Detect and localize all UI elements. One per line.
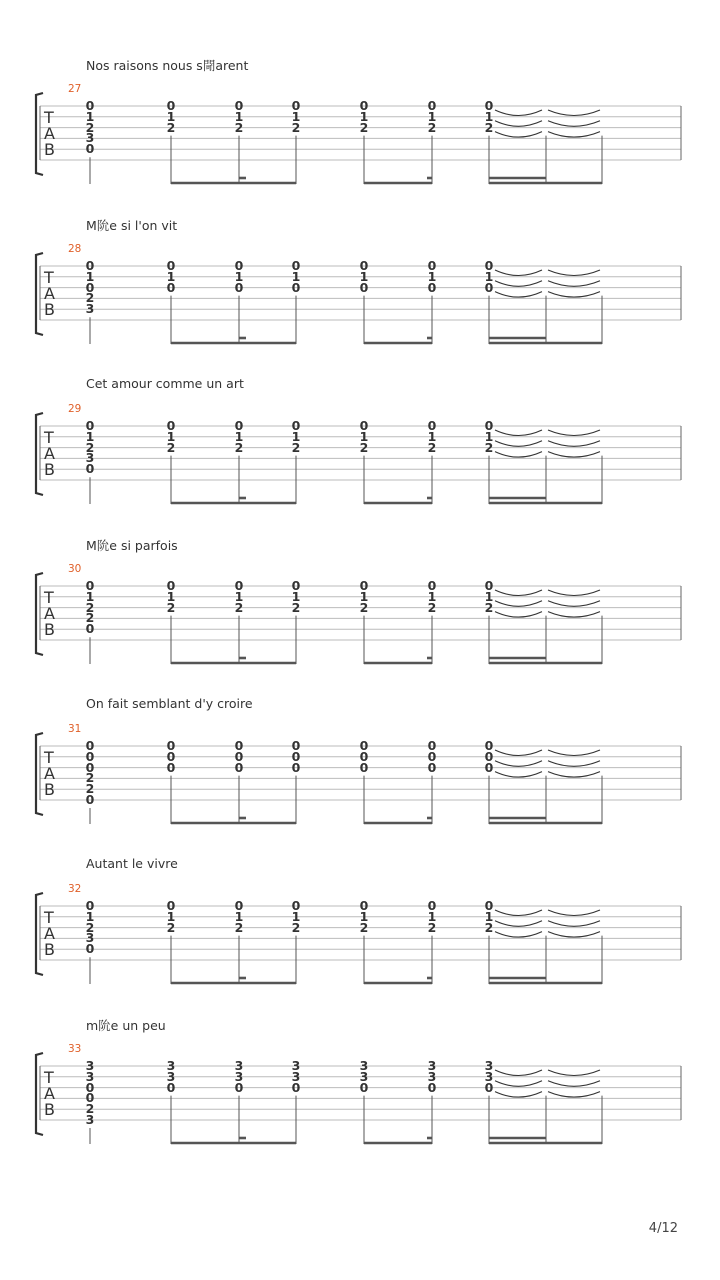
tab-staff [0,1016,720,1176]
fret-number: 0 [166,748,176,764]
measure-number: 28 [68,243,82,255]
tie-arc [548,441,600,447]
tab-clef-letter: A [44,604,55,623]
fret-number: 3 [359,1058,369,1073]
fret-number: 0 [85,792,95,807]
tie-arc [548,921,600,927]
fret-number: 3 [291,1068,301,1084]
tab-clef-letter: B [44,140,55,159]
fret-number: 1 [291,108,301,124]
fret-number: 0 [85,1090,95,1106]
fret-number: 1 [166,908,176,924]
fret-number: 0 [359,258,369,273]
fret-number: 0 [85,578,95,593]
tie-arc [495,110,542,116]
fret-number: 0 [484,748,494,764]
tie-arc [495,1070,542,1076]
tab-system [0,696,720,856]
fret-number: 1 [427,588,437,604]
fret-number: 3 [85,1068,95,1084]
fret-number: 0 [234,258,244,273]
tie-arc [495,132,542,138]
tie-arc [548,761,600,767]
fret-number: 2 [359,919,369,935]
lyric-line: m阭e un peu [86,1018,166,1033]
fret-number: 0 [359,759,369,775]
fret-number: 3 [484,1068,494,1084]
fret-number: 0 [291,578,301,593]
fret-number: 3 [85,450,95,466]
tie-arc [548,1092,600,1098]
fret-number: 2 [166,919,176,935]
tie-arc [548,772,600,778]
fret-number: 0 [85,941,95,957]
fret-number: 2 [484,599,494,615]
fret-number: 0 [85,98,95,113]
fret-number: 2 [291,439,301,455]
fret-number: 0 [484,738,494,753]
fret-number: 1 [166,108,176,124]
fret-number: 1 [85,268,95,284]
fret-number: 0 [85,461,95,477]
fret-number: 3 [85,130,95,146]
lyric-line: M阭e si l'on vit [86,218,178,233]
fret-number: 0 [291,418,301,433]
fret-number: 1 [484,268,494,284]
tie-arc [495,910,542,916]
fret-number: 1 [234,588,244,604]
tie-arc [495,270,542,276]
fret-number: 2 [234,599,244,615]
fret-number: 2 [85,610,95,626]
fret-number: 0 [484,98,494,113]
measure-number: 27 [68,83,82,95]
fret-number: 0 [166,279,176,295]
tab-clef-letter: B [44,940,55,959]
fret-number: 0 [291,738,301,753]
fret-number: 0 [427,279,437,295]
fret-number: 2 [85,439,95,455]
fret-number: 0 [427,1079,437,1095]
fret-number: 1 [359,428,369,444]
tab-staff [0,216,720,376]
fret-number: 1 [166,268,176,284]
lyric-line: On fait semblant d'y croire [86,696,253,711]
tie-arc [495,281,542,287]
fret-number: 0 [234,418,244,433]
fret-number: 1 [427,428,437,444]
fret-number: 0 [85,279,95,295]
fret-number: 0 [166,578,176,593]
tie-arc [495,121,542,127]
fret-number: 3 [234,1068,244,1084]
tie-arc [495,1081,542,1087]
fret-number: 3 [291,1058,301,1073]
fret-number: 1 [85,908,95,924]
fret-number: 3 [166,1058,176,1073]
fret-number: 0 [359,1079,369,1095]
fret-number: 0 [166,898,176,913]
fret-number: 2 [427,599,437,615]
tie-arc [548,110,600,116]
fret-number: 0 [427,738,437,753]
fret-number: 0 [291,759,301,775]
fret-number: 0 [427,898,437,913]
tab-system [0,376,720,536]
tie-arc [548,1070,600,1076]
fret-number: 2 [234,439,244,455]
fret-number: 3 [427,1068,437,1084]
fret-number: 3 [427,1058,437,1073]
fret-number: 0 [359,748,369,764]
measure-number: 30 [68,563,82,575]
lyric-line: Autant le vivre [86,856,178,871]
fret-number: 0 [234,738,244,753]
fret-number: 0 [234,748,244,764]
fret-number: 3 [85,301,95,317]
fret-number: 0 [85,418,95,433]
tie-arc [548,281,600,287]
fret-number: 2 [85,770,95,786]
fret-number: 2 [484,919,494,935]
fret-number: 1 [166,588,176,604]
tie-arc [548,452,600,458]
fret-number: 0 [85,898,95,913]
fret-number: 2 [85,290,95,306]
tie-arc [495,452,542,458]
tab-clef-letter: T [44,1068,54,1087]
measure-number: 29 [68,403,82,415]
fret-number: 0 [291,898,301,913]
tab-system [0,216,720,376]
fret-number: 2 [359,439,369,455]
fret-number: 2 [291,119,301,135]
tie-arc [548,1081,600,1087]
fret-number: 0 [166,1079,176,1095]
tie-arc [495,430,542,436]
fret-number: 0 [484,578,494,593]
tab-clef-letter: T [44,108,54,127]
tab-clef-letter: B [44,620,55,639]
fret-number: 1 [234,108,244,124]
tab-staff [0,696,720,856]
tab-clef-letter: T [44,748,54,767]
tab-clef-letter: T [44,268,54,287]
tab-system [0,56,720,216]
measure-number: 31 [68,723,82,735]
tie-arc [548,910,600,916]
fret-number: 0 [166,738,176,753]
fret-number: 0 [427,418,437,433]
fret-number: 2 [291,599,301,615]
tie-arc [548,601,600,607]
fret-number: 0 [85,759,95,775]
fret-number: 0 [427,759,437,775]
fret-number: 0 [234,1079,244,1095]
tie-arc [548,590,600,596]
fret-number: 1 [484,108,494,124]
fret-number: 1 [166,428,176,444]
fret-number: 0 [234,759,244,775]
tab-system [0,856,720,1016]
fret-number: 0 [291,258,301,273]
tie-arc [495,612,542,618]
fret-number: 1 [234,908,244,924]
tab-staff [0,856,720,1016]
fret-number: 0 [427,748,437,764]
fret-number: 2 [166,119,176,135]
fret-number: 0 [166,418,176,433]
fret-number: 0 [427,578,437,593]
fret-number: 2 [359,119,369,135]
fret-number: 1 [85,108,95,124]
lyric-line: Nos raisons nous s閜arent [86,58,249,73]
measure-number: 33 [68,1043,82,1055]
fret-number: 3 [234,1058,244,1073]
tie-arc [495,932,542,938]
fret-number: 1 [359,588,369,604]
fret-number: 3 [484,1058,494,1073]
fret-number: 2 [427,919,437,935]
fret-number: 1 [85,428,95,444]
fret-number: 2 [85,1101,95,1117]
tie-arc [548,132,600,138]
tab-clef-letter: B [44,780,55,799]
tab-clef-letter: B [44,300,55,319]
fret-number: 2 [85,119,95,135]
fret-number: 0 [291,279,301,295]
tab-clef-letter: A [44,924,55,943]
fret-number: 0 [234,98,244,113]
fret-number: 1 [291,428,301,444]
tie-arc [548,292,600,298]
tie-arc [495,750,542,756]
fret-number: 1 [484,588,494,604]
tab-clef-letter: T [44,588,54,607]
fret-number: 2 [166,439,176,455]
fret-number: 2 [427,439,437,455]
fret-number: 0 [166,258,176,273]
tie-arc [495,590,542,596]
fret-number: 3 [85,930,95,946]
page-number: 4/12 [648,1221,678,1236]
fret-number: 0 [359,418,369,433]
tie-arc [495,441,542,447]
fret-number: 3 [85,1112,95,1127]
fret-number: 0 [85,258,95,273]
fret-number: 2 [85,781,95,797]
fret-number: 0 [484,258,494,273]
tie-arc [495,601,542,607]
fret-number: 2 [85,599,95,615]
tab-staff [0,56,720,216]
fret-number: 0 [484,279,494,295]
tie-arc [495,761,542,767]
tab-system [0,1016,720,1176]
fret-number: 0 [85,1079,95,1095]
tab-clef-letter: B [44,1100,55,1119]
fret-number: 0 [234,279,244,295]
fret-number: 0 [359,98,369,113]
fret-number: 1 [234,428,244,444]
fret-number: 3 [359,1068,369,1084]
tab-system [0,536,720,696]
fret-number: 0 [85,748,95,764]
fret-number: 2 [234,119,244,135]
tie-arc [548,932,600,938]
fret-number: 2 [427,119,437,135]
fret-number: 0 [85,621,95,637]
fret-number: 0 [166,98,176,113]
tab-clef-letter: A [44,124,55,143]
fret-number: 1 [427,108,437,124]
tie-arc [548,270,600,276]
fret-number: 1 [291,588,301,604]
fret-number: 2 [85,919,95,935]
fret-number: 1 [234,268,244,284]
fret-number: 2 [484,119,494,135]
fret-number: 0 [234,898,244,913]
tab-clef-letter: B [44,460,55,479]
fret-number: 0 [234,578,244,593]
tab-staff [0,376,720,536]
fret-number: 0 [85,738,95,753]
fret-number: 3 [85,1058,95,1073]
fret-number: 0 [359,738,369,753]
fret-number: 0 [484,898,494,913]
tab-clef-letter: T [44,908,54,927]
fret-number: 1 [85,588,95,604]
fret-number: 2 [291,919,301,935]
tab-clef-letter: A [44,1084,55,1103]
tab-staff [0,536,720,696]
fret-number: 2 [234,919,244,935]
fret-number: 1 [484,428,494,444]
tab-clef-letter: A [44,444,55,463]
tie-arc [495,921,542,927]
fret-number: 0 [291,1079,301,1095]
fret-number: 1 [291,268,301,284]
fret-number: 0 [291,748,301,764]
fret-number: 1 [359,908,369,924]
tie-arc [548,121,600,127]
fret-number: 1 [291,908,301,924]
tie-arc [548,612,600,618]
fret-number: 2 [359,599,369,615]
tab-clef-letter: T [44,428,54,447]
tie-arc [495,772,542,778]
fret-number: 0 [85,141,95,157]
fret-number: 1 [359,108,369,124]
tie-arc [495,292,542,298]
fret-number: 1 [427,908,437,924]
lyric-line: M阭e si parfois [86,538,178,553]
fret-number: 2 [166,599,176,615]
fret-number: 1 [484,908,494,924]
fret-number: 3 [166,1068,176,1084]
fret-number: 0 [484,418,494,433]
fret-number: 0 [359,578,369,593]
fret-number: 0 [484,759,494,775]
tie-arc [548,750,600,756]
fret-number: 2 [484,439,494,455]
fret-number: 1 [427,268,437,284]
tie-arc [495,1092,542,1098]
measure-number: 32 [68,883,82,895]
fret-number: 0 [484,1079,494,1095]
fret-number: 0 [359,279,369,295]
tab-clef-letter: A [44,284,55,303]
fret-number: 1 [359,268,369,284]
fret-number: 0 [427,258,437,273]
fret-number: 0 [166,759,176,775]
tab-clef-letter: A [44,764,55,783]
fret-number: 0 [427,98,437,113]
fret-number: 0 [291,98,301,113]
tie-arc [548,430,600,436]
lyric-line: Cet amour comme un art [86,376,244,391]
fret-number: 0 [359,898,369,913]
